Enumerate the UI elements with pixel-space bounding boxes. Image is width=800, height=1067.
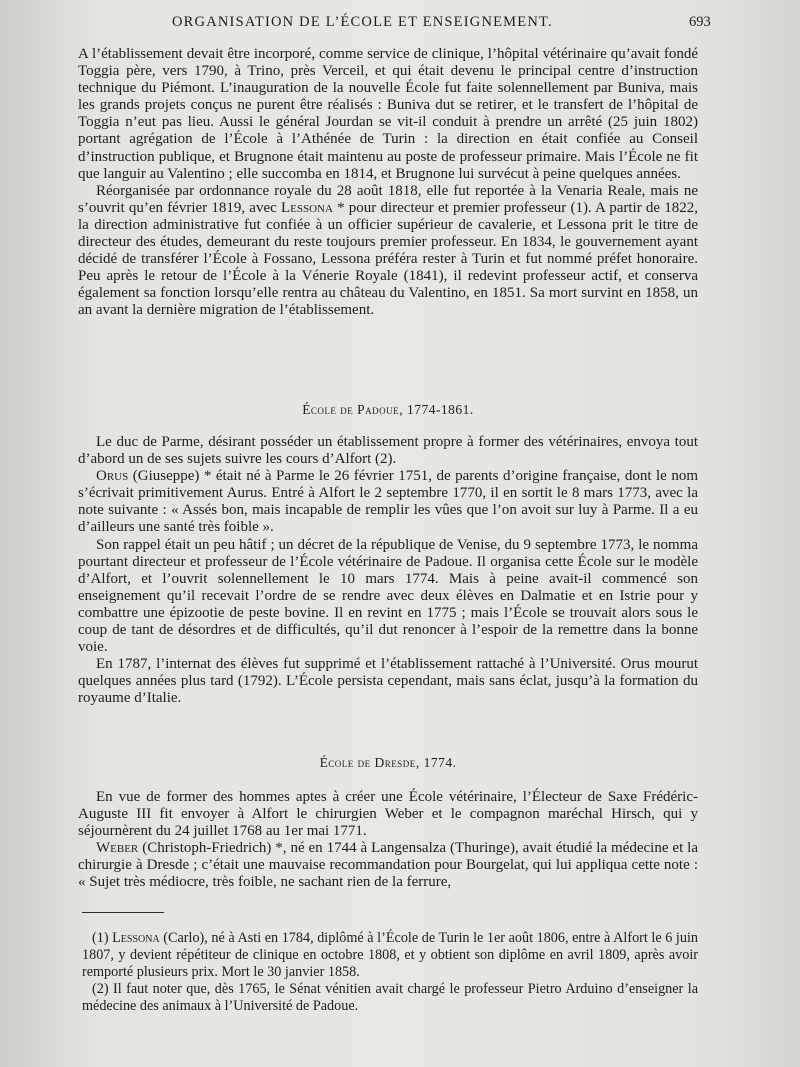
paragraph: A l’établissement devait être incorporé, comme service de clinique, l’hôpital vétérinaire qu’avait fondé Toggia père, vers 1790, à Trino, près Verceil, et qui était devenu le principal centre d’instruction technique du Piémont. L’inauguration de la nouvelle École fut faite solennellement par Buniva, mais les grands projets conçus ne purent être réalisés : Buniva dut se retirer, et le transfert de l’hôpital de Toggia n’eut pas lieu. Aussi le général Jourdan se vit-il conduit à prendre un arrêté (25 juin 1802) portant agrégation de l’École à l’Athénée de Turin : la direction en était confiée au Conseil d’instruction publique, et Brugnone était maintenu au poste de professeur primaire. Mais l’École ne fit que languir au Valentino ; elle succomba en 1814, et Brugnone lui survécut à peine quelques années. <box>78 46 698 182</box>
footnote-mark: (1) <box>92 930 113 946</box>
footnote-1 <box>82 930 698 981</box>
paragraph: En vue de former des hommes aptes à créer une École vétérinaire, l’Électeur de Saxe Frédéric-Auguste III fit envoyer à Alfort le chirurgien Weber et le compagnon maréchal Hirsch, qui y séjournèrent du 24 juillet 1768 au 1er mai 1771. <box>78 789 698 840</box>
footnote-2: (2) Il faut noter que, dès 1765, le Sénat vénitien avait chargé le professeur Pietro Arduino d’enseigner la médecine des animaux à l’Université de Padoue. <box>82 981 698 1014</box>
paragraph: En 1787, l’internat des élèves fut supprimé et l’établissement rattaché à l’Université. Orus mourut quelques années plus tard (1792). L’École persista cependant, mais sans éclat, jusqu’à la formation du royaume d’Italie. <box>78 656 698 707</box>
padoue-section <box>78 434 698 708</box>
person-name: Lessona <box>280 199 333 216</box>
dresde-section <box>78 789 698 892</box>
heading-dates: , 1774-1861. <box>399 402 474 417</box>
footnote-text: (Carlo), né à Asti en 1784, diplômé à l’École de Turin le 1er août 1806, entre à Alfort le 6 juin 1807, y devient répétiteur de clinique en octobre 1808, et y obtient son diplôme en avril 1809, après avoir remporté plusieurs prix. Mort le 30 janvier 1858. <box>82 930 698 980</box>
paragraph-text: (Christoph-Friedrich) *, né en 1744 à Langensalza (Thuringe), avait étudié la médecine et la chirurgie à Dresde ; c’était une mauvaise recommandation pour Bourgelat, qui lui appliqua cette note : « Sujet très médiocre, très foible, ne sachant rien de la ferrure, <box>78 840 698 891</box>
person-name: Lessona <box>112 930 160 946</box>
running-head: ORGANISATION DE L’ÉCOLE ET ENSEIGNEMENT. <box>172 14 553 30</box>
section-heading-padoue <box>78 401 698 418</box>
person-name: Weber <box>96 840 139 857</box>
heading-title: École de Dresde <box>319 755 416 770</box>
footnotes <box>82 930 698 1015</box>
page-header <box>0 14 800 38</box>
paragraph: Le duc de Parme, désirant posséder un établissement propre à former des vétérinaires, envoya tout d’abord un de ses sujets suivre les cours d’Alfort (2). <box>78 434 698 468</box>
page-number: 693 <box>689 14 711 30</box>
paragraph-text: * pour directeur et premier professeur (1). A partir de 1822, la direction administrative fut confiée à un officier supérieur de cavalerie, et Lessona prit le titre de directeur des études, demeurant du reste toujours premier professeur. En 1834, le gouvernement ayant décidé de transférer l’École à Fossano, Lessona préféra rester à Turin et fut nommé préfet honoraire. Peu après le retour de l’École à la Vénerie Royale (1841), il redevint professeur actif, et conserva également sa fonction lorsqu’elle rentra au château du Valentino, en 1851. Sa mort survint en 1858, un an avant la dernière migration de l’établissement. <box>78 199 699 319</box>
paragraph <box>78 468 698 536</box>
person-name: Orus <box>96 468 129 485</box>
paragraph <box>78 840 698 891</box>
heading-dates: , 1774. <box>415 755 457 770</box>
paragraph-text: Réorganisée par ordonnance royale du 28 août 1818, elle fut reportée à la Venaria Reale, mais ne s’ouvrit qu’en février 1819, avec <box>78 182 698 216</box>
paragraph-text: (Giuseppe) * était né à Parme le 26 février 1751, de parents d’origine française, dont le nom s’écrivait primitivement Aurus. Entré à Alfort le 2 septembre 1770, il en sortit le 8 mars 1773, avec la note suivante : « Assés bon, mais incapable de remplir les vûes que l’on avoit sur luy à Parme. Il a eu d’ailleurs une santé très foible ». <box>78 468 698 536</box>
section-heading-dresde <box>78 754 698 771</box>
paragraph <box>78 183 698 320</box>
turin-section <box>78 46 698 320</box>
heading-title: École de Padoue <box>302 402 400 417</box>
footnote-rule <box>82 912 164 913</box>
paragraph: Son rappel était un peu hâtif ; un décret de la république de Venise, du 9 septembre 1773, le nomma pourtant directeur et professeur de l’École vétérinaire de Padoue. Il organisa cette École sur le modèle d’Alfort, et l’ouvrit solennellement le 10 mars 1774. Mais à peine avait-il commencé son enseignement qu’il recevait l’ordre de se rendre avec deux élèves en Dalmatie et en Istrie pour y combattre une épizootie de peste bovine. Il en revint en 1775 ; mais l’École se trouvait alors sous le coup de tant de désordres et de difficultés, qu’il dut renoncer à l’espoir de la remettre dans la bonne voie. <box>78 536 698 656</box>
